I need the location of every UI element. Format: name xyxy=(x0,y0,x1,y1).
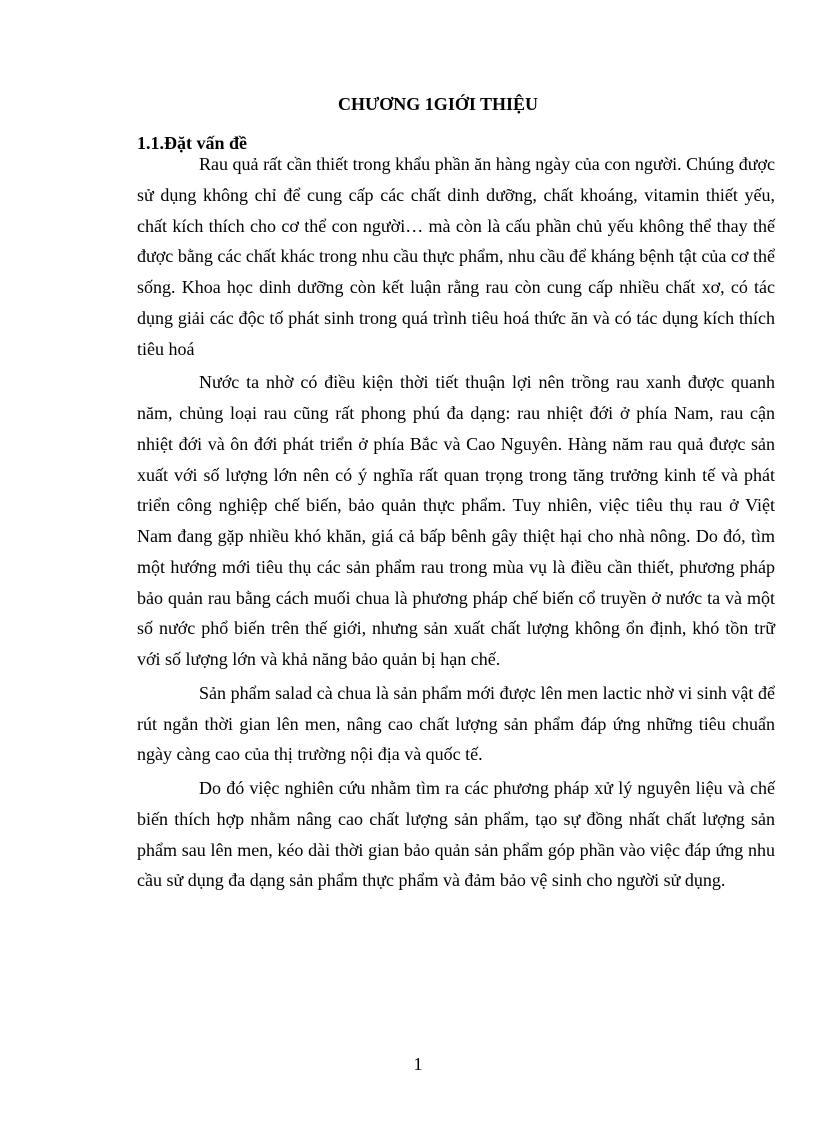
page-number: 1 xyxy=(413,1054,423,1074)
paragraph-3: Sản phẩm salad cà chua là sản phẩm mới được lên men lactic nhờ vi sinh vật để rút ngắn thời gian lên men, nâng cao chất lượng sản phẩm đáp ứng những tiêu chuẩn ngày càng cao của thị trường nội địa và quốc tế. xyxy=(137,682,775,765)
section-heading: 1.1.Đặt vấn đề xyxy=(137,133,248,153)
paragraph-2: Nước ta nhờ có điều kiện thời tiết thuận lợi nên trồng rau xanh được quanh năm, chủng loại rau cũng rất phong phú đa dạng: rau nhiệt đới ở phía Nam, rau cận nhiệt đới và ôn đới phát triển ở phía Bắc và Cao Nguyên. Hàng năm rau quả được sản xuất với số lượng lớn nên có ý nghĩa rất quan trọng trong tăng trưởng kinh tế và phát triển công nghiệp chế biến, bảo quản thực phẩm. Tuy nhiên, việc tiêu thụ rau ở Việt Nam đang gặp nhiều khó khăn, giá cả bấp bênh gây thiệt hại cho nhà nông. Do đó, tìm một hướng mới tiêu thụ các sản phẩm rau trong mùa vụ là điều cần thiết, phương pháp bảo quản rau bằng cách muối chua là phương pháp chế biến cổ truyền ở nước ta và một số nước phổ biến trên thế giới, nhưng sản xuất chất lượng không ổn định, khó tồn trữ với số lượng lớn và khả năng bảo quản bị hạn chế. xyxy=(137,372,775,669)
paragraph-4: Do đó việc nghiên cứu nhằm tìm ra các phương pháp xử lý nguyên liệu và chế biến thích hợp nhằm nâng cao chất lượng sản phẩm, tạo sự đồng nhất chất lượng sản phẩm sau lên men, kéo dài thời gian bảo quản sản phẩm góp phần vào việc đáp ứng nhu cầu sử dụng đa dạng sản phẩm thực phẩm và đảm bảo vệ sinh cho người sử dụng. xyxy=(137,778,775,891)
chapter-title: CHƯƠNG 1GIỚI THIỆU xyxy=(337,94,539,114)
body-text xyxy=(137,149,775,896)
paragraph-1: Rau quả rất cần thiết trong khẩu phần ăn hàng ngày của con người. Chúng được sử dụng không chỉ để cung cấp các chất dinh dưỡng, chất khoáng, vitamin thiết yếu, chất kích thích cho cơ thể con người… mà còn là cấu phần chủ yếu không thể thay thế được bằng các chất khác trong nhu cầu thực phẩm, nhu cầu để kháng bệnh tật của cơ thể sống. Khoa học dinh dưỡng còn kết luận rằng rau còn cung cấp nhiều chất xơ, có tác dụng giải các độc tố phát sinh trong quá trình tiêu hoá thức ăn và có tác dụng kích thích tiêu hoá xyxy=(137,154,775,359)
